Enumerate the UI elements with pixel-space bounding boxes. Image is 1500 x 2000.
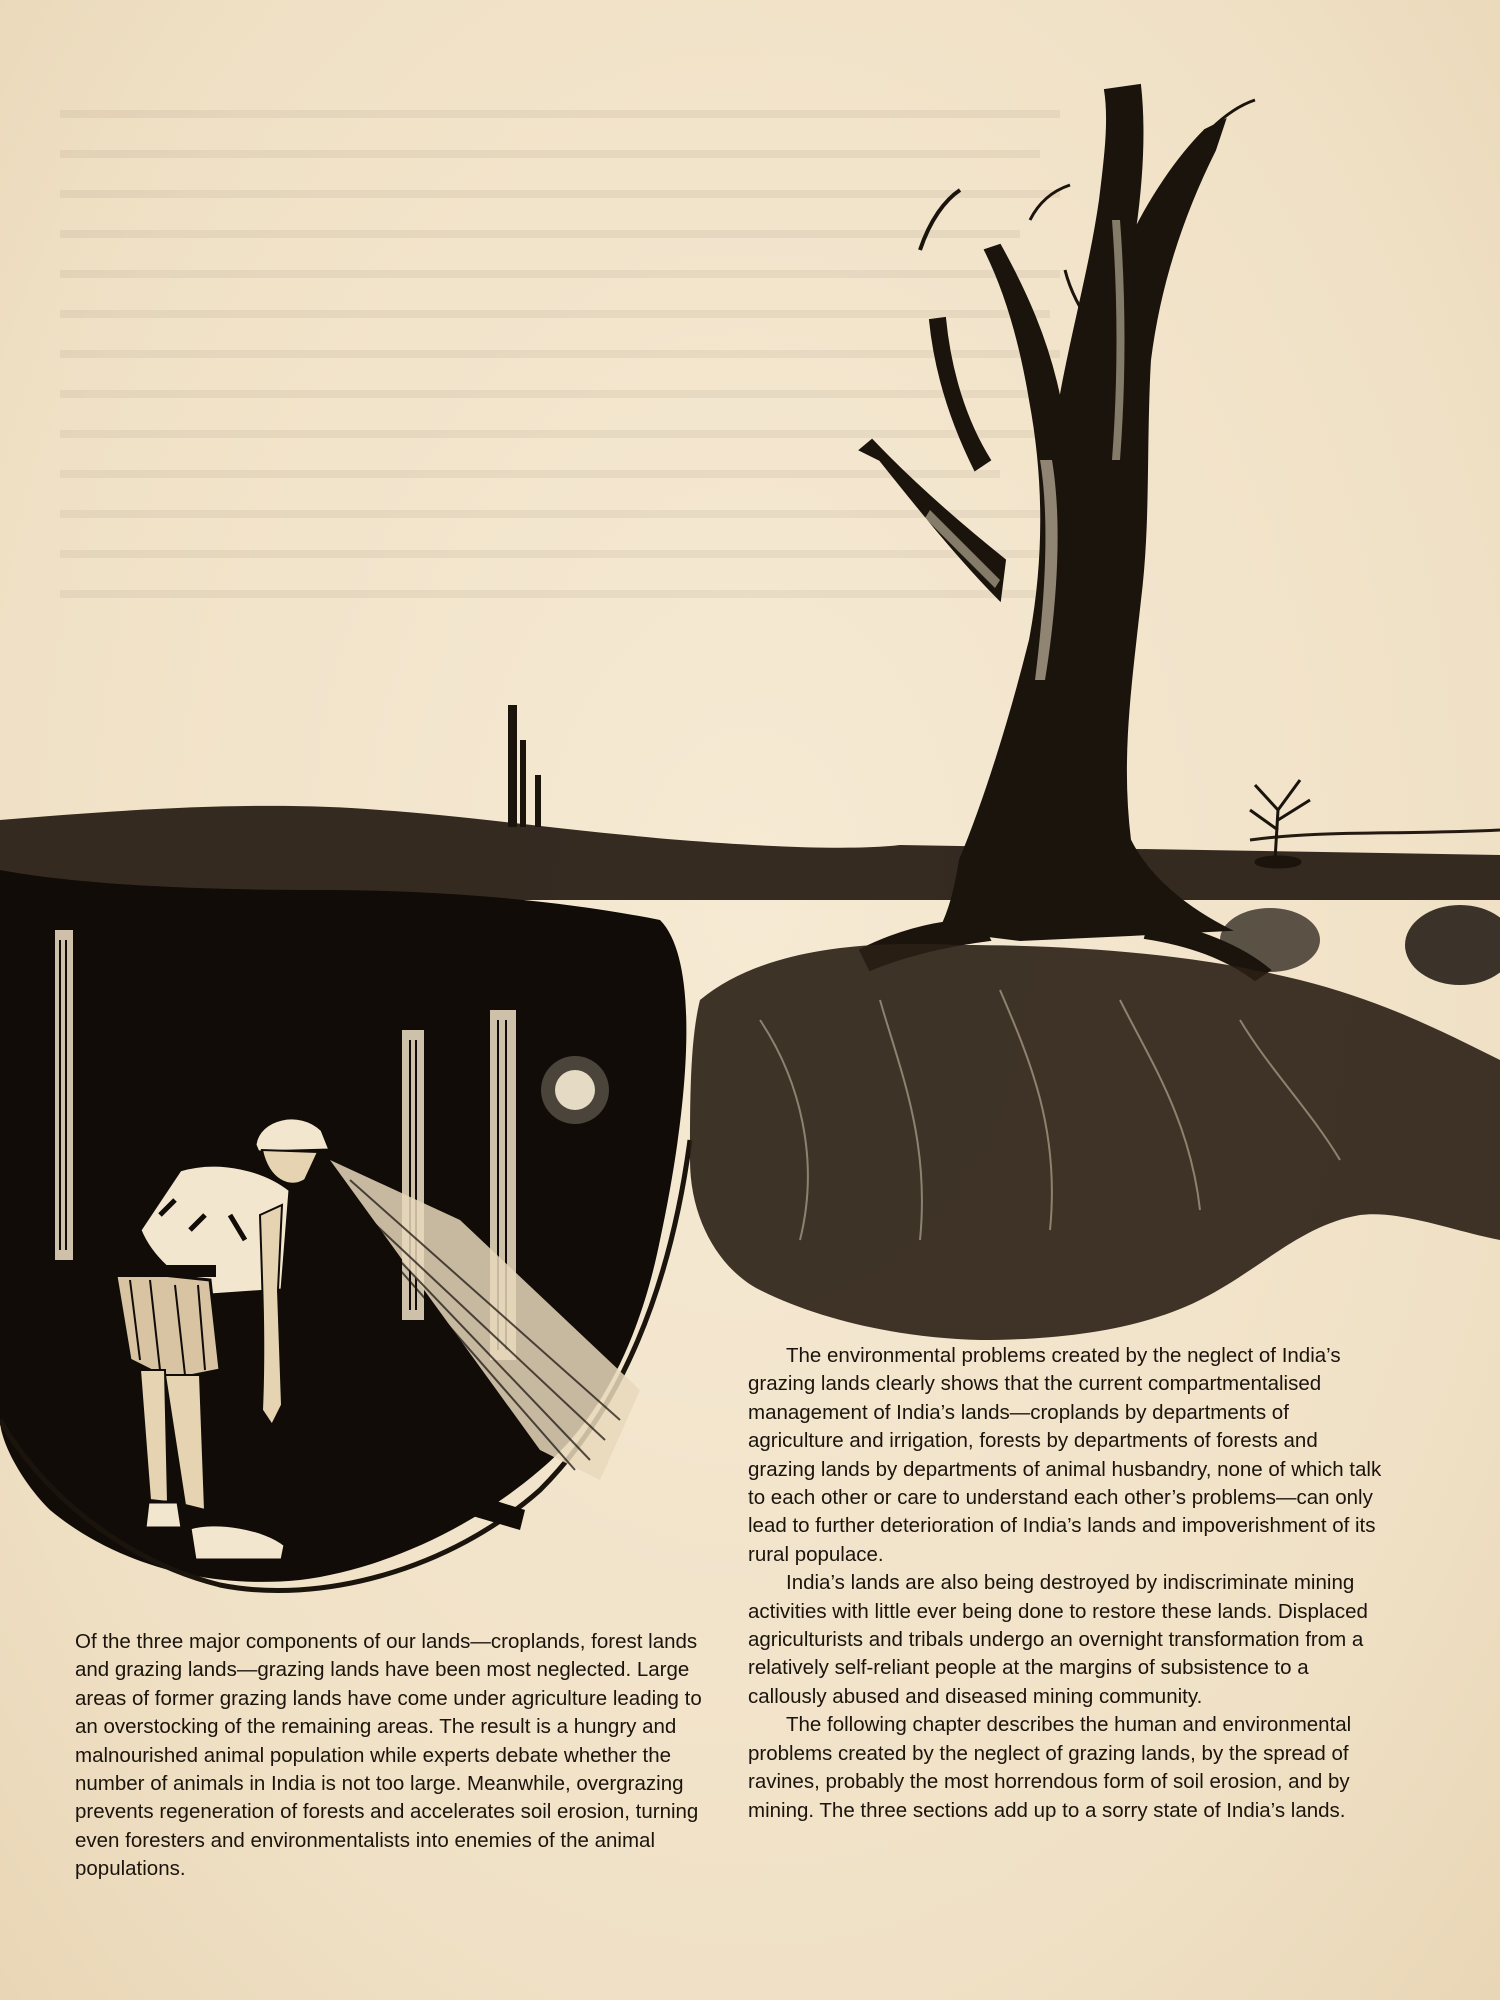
- eroded-earth-mound: [690, 944, 1500, 1340]
- right-paragraph-2: India’s lands are also being destroyed by indiscriminate mining activities with little ever being done to restore these lands. Displaced agriculturists and tribals undergo an overnight transformation from a relatively self-reliant people at the margins of subsistence to a callously abused and diseased mining community.: [748, 1571, 1368, 1708]
- right-paragraph-1: The environmental problems created by the neglect of India’s grazing lands clearly shows that the current compartmentalised management of India’s lands—croplands by departments of agriculture and irrigation, forests by departments of forests and grazing lands by departments of animal husbandry, none of which talk to each other or care to understand each other’s problems—can only lead to further deterioration of India’s lands and impoverishment of its rural populace.: [748, 1344, 1382, 1566]
- distant-chimney: [508, 705, 541, 827]
- right-paragraph-3: The following chapter describes the human and environmental problems created by the neglect of grazing lands, by the spread of ravines, probably the most horrendous form of soil erosion, and by mining. The three sections add up to a sorry state of India’s lands.: [748, 1713, 1352, 1822]
- mine-cavity: [0, 870, 686, 1582]
- left-text-column: [75, 1628, 725, 1884]
- bush-right: [1405, 905, 1500, 985]
- bleed-through-texture: [60, 110, 1060, 598]
- left-paragraph-1: Of the three major components of our lands—croplands, forest lands and grazing lands—grazing lands have been most neglected. Large areas of former grazing lands have come under agriculture leading to an overstocking of the remaining areas. The result is a hungry and malnourished animal population while experts debate whether the number of animals in India is not too large. Meanwhile, overgrazing prevents regeneration of forests and accelerates soil erosion, turning even foresters and environmentalists into enemies of the animal populations.: [75, 1630, 702, 1881]
- right-text-column: [748, 1342, 1388, 1825]
